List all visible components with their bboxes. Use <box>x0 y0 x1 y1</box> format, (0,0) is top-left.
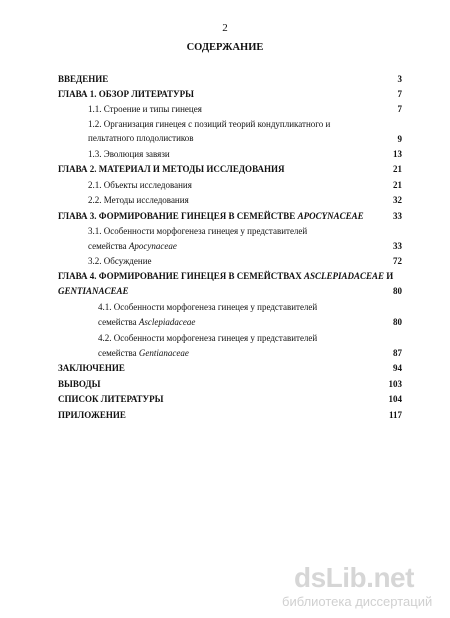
toc-page-1-3: 13 <box>393 149 402 159</box>
toc-page-2-1: 21 <box>393 180 402 190</box>
toc-page-1-2: 9 <box>397 134 402 144</box>
toc-page-3-1: 33 <box>393 241 402 251</box>
toc-item-3-2: 3.2. Обсуждение <box>88 256 152 266</box>
toc-item-2-1: 2.1. Объекты исследования <box>88 180 192 190</box>
toc-item-chapter-3 <box>58 211 364 221</box>
toc-page-4-2: 87 <box>393 348 402 358</box>
toc-item-chapter-2: ГЛАВА 2. МАТЕРИАЛ И МЕТОДЫ ИССЛЕДОВАНИЯ <box>58 164 285 174</box>
toc-page-chapter-4: 80 <box>393 286 402 296</box>
watermark-logo: dsLib.net <box>294 562 414 593</box>
toc-item-1-2-cont: пельтатного плодолистиков <box>88 133 194 143</box>
toc-item-appendix: ПРИЛОЖЕНИЕ <box>58 410 126 420</box>
toc-item-4-1-cont-text: семейства <box>98 317 139 327</box>
toc-item-4-2: 4.2. Особенности морфогенеза гинецея у представителей <box>98 333 318 343</box>
toc-item-1-3: 1.3. Эволюция завязи <box>88 149 170 159</box>
toc-page-intro: 3 <box>397 74 402 84</box>
toc-item-intro: ВВЕДЕНИЕ <box>58 74 109 84</box>
toc-item-3-1-cont-text: семейства <box>88 241 129 251</box>
toc-item-chapter-1: ГЛАВА 1. ОБЗОР ЛИТЕРАТУРЫ <box>58 89 194 99</box>
watermark-subtitle: библиотека диссертаций <box>282 594 433 609</box>
chapter-3-family: APOCYNACEAE <box>297 211 364 221</box>
chapter-3-text: ГЛАВА 3. ФОРМИРОВАНИЕ ГИНЕЦЕЯ В СЕМЕЙСТВЕ <box>58 211 298 221</box>
chapter-4-conj: И <box>384 271 394 281</box>
toc-page-2-2: 32 <box>393 195 402 205</box>
toc-page-1-1: 7 <box>397 104 402 114</box>
toc-page-findings: 103 <box>388 379 402 389</box>
chapter-4-text: ГЛАВА 4. ФОРМИРОВАНИЕ ГИНЕЦЕЯ В СЕМЕЙСТВАХ <box>58 271 304 281</box>
toc-item-3-1-family: Apocynaceae <box>128 241 177 251</box>
toc-item-findings: ВЫВОДЫ <box>58 379 101 389</box>
toc-item-references: СПИСОК ЛИТЕРАТУРЫ <box>58 394 164 404</box>
toc-page-conclusion: 94 <box>393 363 402 373</box>
toc-item-4-2-cont <box>98 348 189 358</box>
toc-page-4-1: 80 <box>393 317 402 327</box>
toc-item-4-1: 4.1. Особенности морфогенеза гинецея у представителей <box>98 302 318 312</box>
toc-item-1-1: 1.1. Строение и типы гинецея <box>88 104 202 114</box>
toc-page-3-2: 72 <box>393 256 402 266</box>
toc-page-references: 104 <box>388 394 402 404</box>
toc-item-4-2-cont-text: семейства <box>98 348 139 358</box>
toc-item-4-1-family: Asclepiadaceae <box>138 317 196 327</box>
toc-page-chapter-1: 7 <box>397 89 402 99</box>
toc-item-3-1: 3.1. Особенности морфогенеза гинецея у представителей <box>88 226 308 236</box>
page-number: 2 <box>222 22 228 34</box>
toc-page-chapter-2: 21 <box>393 164 402 174</box>
toc-item-4-1-cont <box>98 317 195 327</box>
toc-item-2-2: 2.2. Методы исследования <box>88 195 189 205</box>
toc-item-4-2-family: Gentianaceae <box>138 348 189 358</box>
toc-page-appendix: 117 <box>388 410 402 420</box>
toc-page-chapter-3: 33 <box>393 211 402 221</box>
chapter-4-family-1: ASCLEPIADACEAE <box>303 271 385 281</box>
toc-item-conclusion: ЗАКЛЮЧЕНИЕ <box>58 363 125 373</box>
page-title: СОДЕРЖАНИЕ <box>186 42 264 53</box>
toc-item-1-2: 1.2. Организация гинецея с позиций теорий кондупликатного и <box>88 119 331 129</box>
toc-item-3-1-cont <box>88 241 177 251</box>
chapter-4-family-2: GENTIANACEAE <box>58 286 129 296</box>
toc-item-chapter-4 <box>58 271 393 281</box>
toc-item-chapter-4-cont <box>58 286 129 296</box>
